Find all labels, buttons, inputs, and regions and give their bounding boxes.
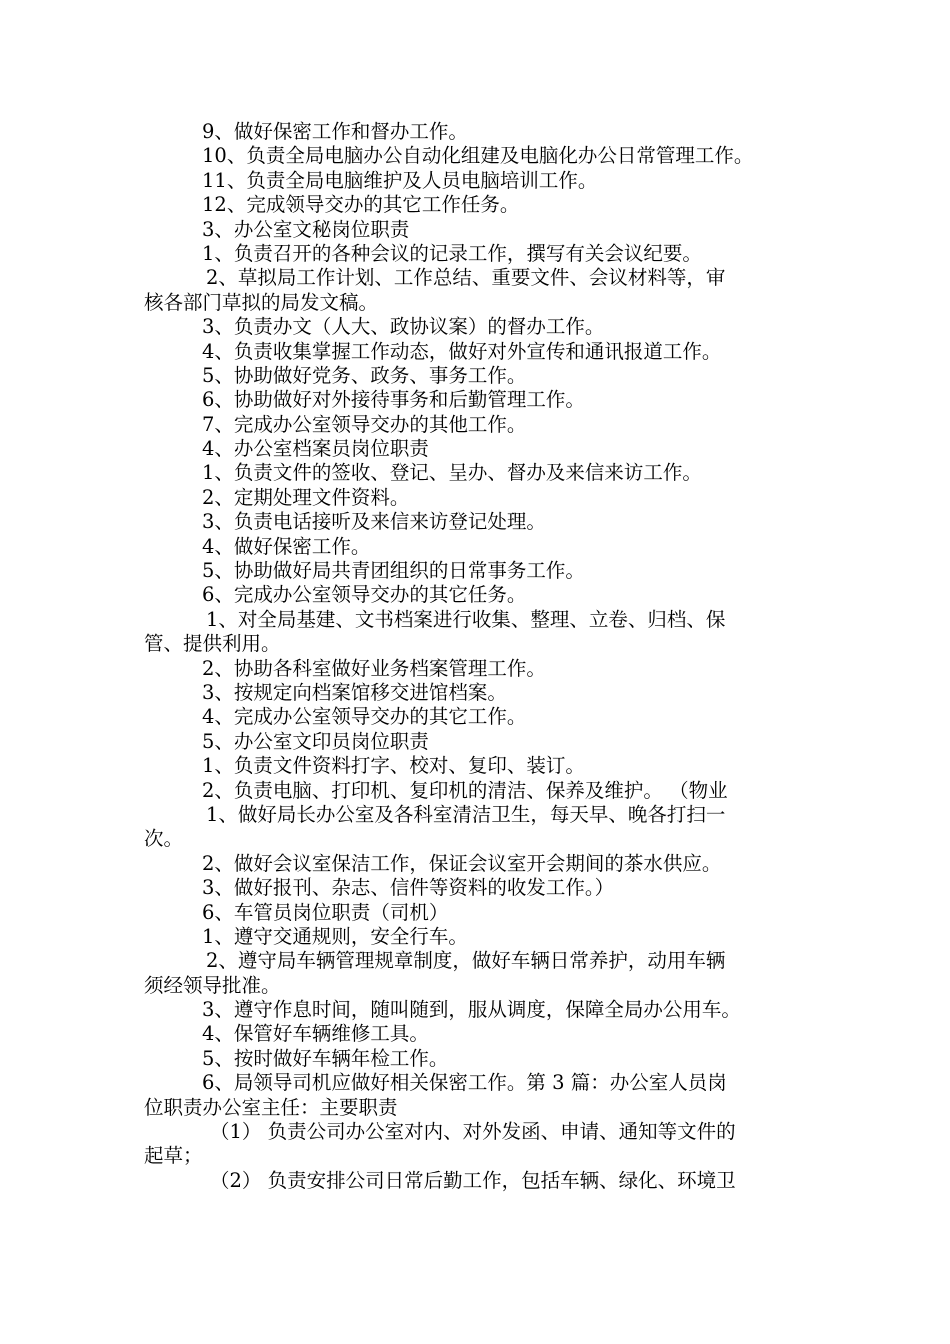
text-line: 6、完成办公室领导交办的其它任务。 [202, 583, 527, 607]
section-heading: 5、办公室文印员岗位职责 [202, 729, 429, 753]
text-line: 6、协助做好对外接待事务和后勤管理工作。 [202, 388, 585, 412]
text-line: 4、保管好车辆维修工具。 [202, 1022, 429, 1046]
text-line-continuation: 起草； [144, 1144, 203, 1168]
text-line: 2、协助各科室做好业务档案管理工作。 [202, 656, 546, 680]
document-body [144, 120, 816, 1193]
text-line: 2、草拟局工作计划、工作总结、重要文件、会议材料等，审 [206, 266, 726, 290]
text-line: 11、负责全局电脑维护及人员电脑培训工作。 [202, 168, 598, 192]
text-line: 3、按规定向档案馆移交进馆档案。 [202, 680, 507, 704]
text-line-continuation: 须经领导批准。 [144, 973, 281, 997]
section-heading: 6、车管员岗位职责（司机） [202, 900, 449, 924]
text-line: 1、负责文件资料打字、校对、复印、装订。 [202, 754, 585, 778]
text-line: 2、定期处理文件资料。 [202, 485, 410, 509]
text-line: 1、负责文件的签收、登记、呈办、督办及来信来访工作。 [202, 461, 702, 485]
text-line-continuation: 管、提供利用。 [144, 632, 281, 656]
text-line: 9、做好保密工作和督办工作。 [202, 120, 468, 143]
text-line: 4、完成办公室领导交办的其它工作。 [202, 705, 527, 729]
text-line: 2、负责电脑、打印机、复印机的清洁、保养及维护。 （物业 [202, 778, 728, 802]
text-line: 3、做好报刊、杂志、信件等资料的收发工作。） [202, 876, 615, 900]
text-line: 6、局领导司机应做好相关保密工作。第 3 篇：办公室人员岗 [202, 1071, 727, 1095]
text-line: 7、完成办公室领导交办的其他工作。 [202, 412, 527, 436]
text-line: 5、协助做好党务、政务、事务工作。 [202, 363, 527, 387]
text-line: 3、遵守作息时间，随叫随到，服从调度，保障全局办公用车。 [202, 998, 741, 1022]
text-line: 3、负责电话接听及来信来访登记处理。 [202, 510, 546, 534]
text-line: 5、按时做好车辆年检工作。 [202, 1046, 449, 1070]
text-line-continuation: 位职责办公室主任：主要职责 [144, 1095, 398, 1119]
section-heading: 3、办公室文秘岗位职责 [202, 217, 410, 241]
text-line: 4、做好保密工作。 [202, 534, 371, 558]
text-line: 3、负责办文（人大、政协议案）的督办工作。 [202, 315, 605, 339]
text-line: 10、负责全局电脑办公自动化组建及电脑化办公日常管理工作。 [202, 144, 754, 168]
text-line-continuation: 核各部门草拟的局发文稿。 [144, 290, 379, 314]
text-line-continuation: 次。 [144, 827, 184, 851]
text-line: 1、做好局长办公室及各科室清洁卫生，每天早、晚各打扫一 [206, 802, 726, 826]
text-line: 5、协助做好局共青团组织的日常事务工作。 [202, 559, 585, 583]
text-line: 2、做好会议室保洁工作，保证会议室开会期间的茶水供应。 [202, 851, 722, 875]
text-line: 2、遵守局车辆管理规章制度，做好车辆日常养护，动用车辆 [206, 949, 726, 973]
text-line: 12、完成领导交办的其它工作任务。 [202, 193, 520, 217]
text-line: （2） 负责安排公司日常后勤工作，包括车辆、绿化、环境卫 [210, 1168, 736, 1192]
text-line: 4、负责收集掌握工作动态，做好对外宣传和通讯报道工作。 [202, 339, 722, 363]
text-line: 1、遵守交通规则，安全行车。 [202, 924, 468, 948]
text-line: 1、负责召开的各种会议的记录工作，撰写有关会议纪要。 [202, 241, 702, 265]
section-heading: 4、办公室档案员岗位职责 [202, 437, 429, 461]
text-line: 1、对全局基建、文书档案进行收集、整理、立卷、归档、保 [206, 607, 726, 631]
text-line: （1） 负责公司办公室对内、对外发函、申请、通知等文件的 [210, 1120, 736, 1144]
